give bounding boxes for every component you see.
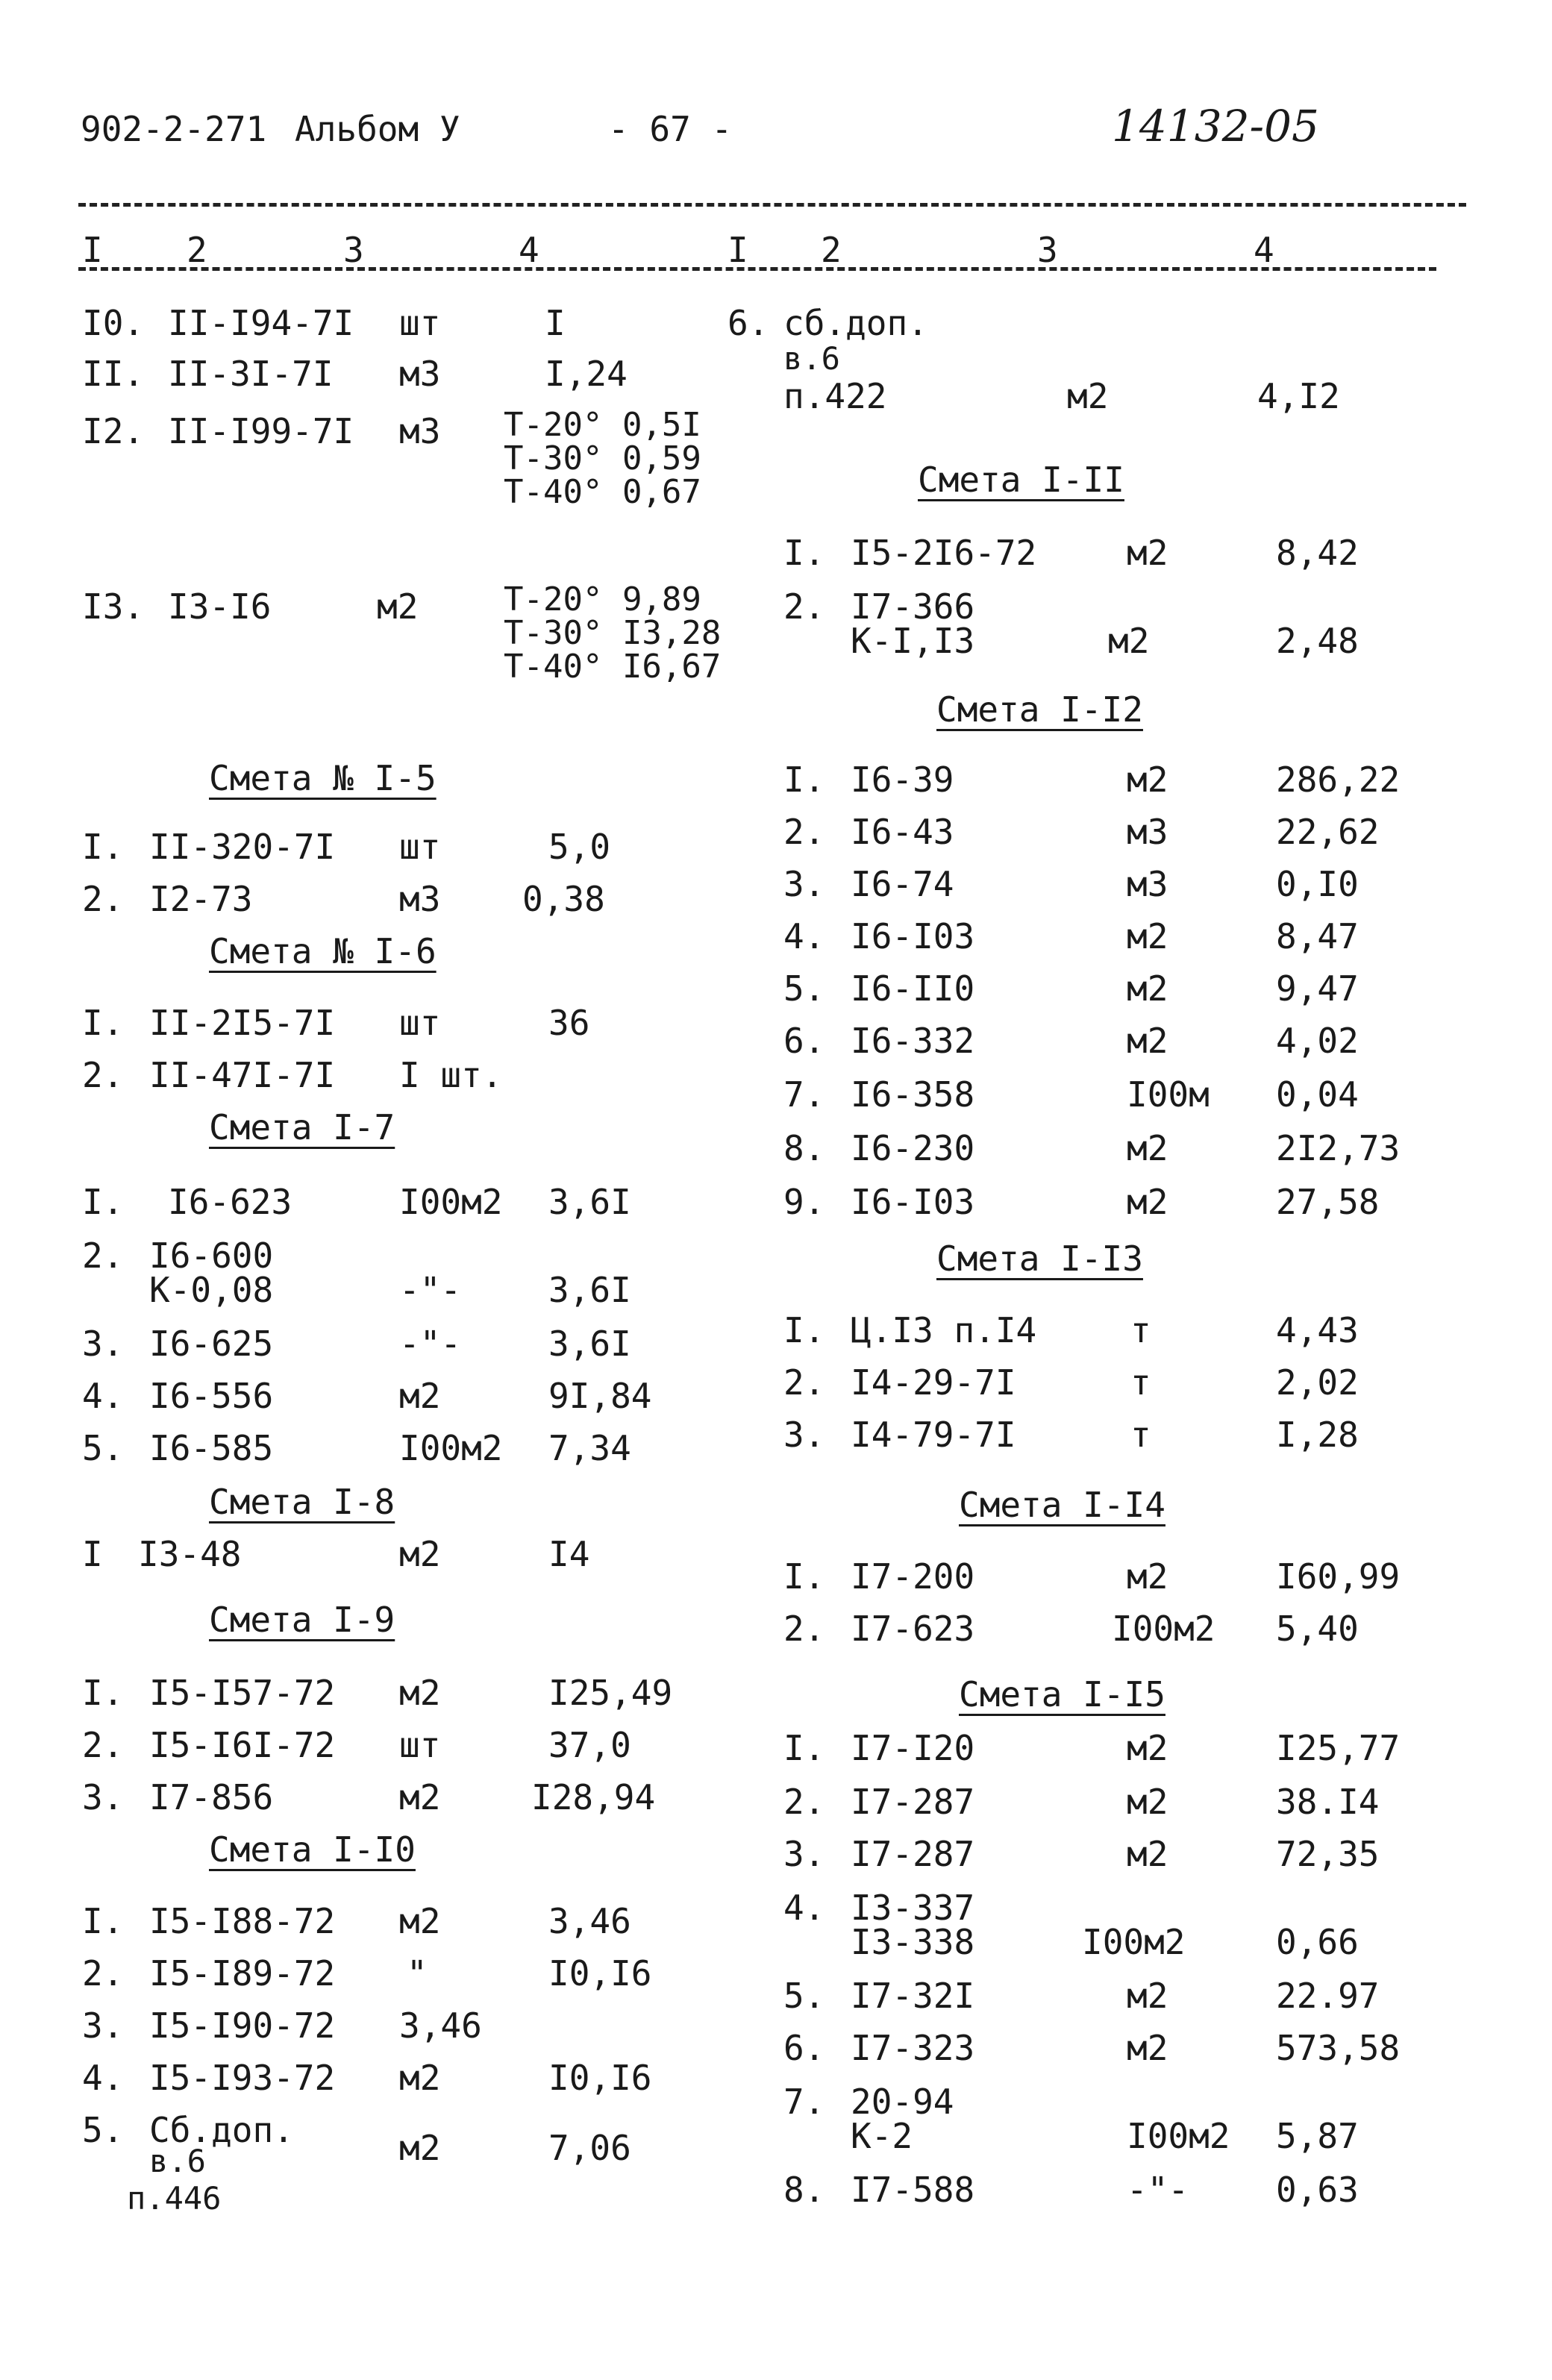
row-code: сб.доп. — [783, 303, 928, 343]
row-value: I4 — [548, 1534, 590, 1574]
row-code: I7-32I — [851, 1976, 975, 2016]
row-value: 0,63 — [1276, 2170, 1359, 2210]
section-title: Смета I-8 — [209, 1482, 395, 1522]
row-unit: м2 — [1127, 2028, 1168, 2068]
row-code: I5-I93-72 — [149, 2058, 336, 2098]
row-number: 2. — [82, 879, 124, 919]
page-number: - 67 - — [608, 109, 733, 149]
row-number: 8. — [783, 2170, 825, 2210]
row-value: 7,06 — [548, 2128, 631, 2168]
row-unit: м2 — [1127, 916, 1168, 956]
row-value: 7,34 — [548, 1428, 631, 1468]
row-value: 0,38 — [522, 879, 605, 919]
row-code: 20-94 — [851, 2082, 954, 2122]
row-code-sub: в.6 — [783, 340, 840, 377]
row-number: 5. — [82, 1428, 124, 1468]
row-unit: м2 — [1108, 621, 1150, 661]
row-value: I60,99 — [1276, 1556, 1401, 1597]
header-divider — [78, 203, 1466, 207]
row-code: I7-623 — [851, 1609, 975, 1649]
row-code: I6-II0 — [851, 968, 975, 1009]
col-header-5: I — [728, 230, 748, 270]
row-code-sub: п.446 — [127, 2180, 222, 2217]
row-unit: I00м2 — [1127, 2116, 1230, 2156]
row-unit: м2 — [1127, 1128, 1168, 1168]
row-value: 4,43 — [1276, 1310, 1359, 1350]
row-unit: I00м2 — [1082, 1922, 1186, 1962]
row-value: 22.97 — [1276, 1976, 1380, 2016]
row-number: 2. — [82, 1953, 124, 1994]
row-number: 5. — [783, 1976, 825, 2016]
row-value: 3,6I — [548, 1324, 631, 1364]
row-number: I. — [783, 1556, 825, 1597]
row-unit: м2 — [1127, 1728, 1168, 1768]
row-code: I7-366 — [851, 586, 975, 627]
row-unit: т — [1130, 1415, 1151, 1455]
handwritten-number: 14132-05 — [1112, 101, 1319, 151]
row-code: I6-I03 — [851, 1182, 975, 1222]
row-code: I5-I90-72 — [149, 2005, 336, 2046]
row-number: II. — [82, 354, 145, 394]
row-code-sub: п.422 — [783, 376, 887, 416]
row-number: I2. — [82, 411, 145, 451]
col-header-1: I — [82, 230, 103, 270]
row-number: 7. — [783, 1074, 825, 1115]
col-header-7: 3 — [1037, 230, 1058, 270]
row-code-sub: в.6 — [149, 2143, 206, 2179]
row-unit: м2 — [1067, 376, 1109, 416]
section-title: Смета № I-5 — [209, 758, 436, 798]
row-code: I5-I88-72 — [149, 1901, 336, 1941]
row-code-sub: К-0,08 — [149, 1270, 274, 1310]
row-code-sub: К-2 — [851, 2116, 913, 2156]
row-number: 6. — [783, 2028, 825, 2068]
row-code: I6-43 — [851, 812, 954, 852]
row-value: I0,I6 — [548, 1953, 652, 1994]
row-code: I6-332 — [851, 1021, 975, 1061]
row-code-sub: К-I,I3 — [851, 621, 975, 661]
row-unit: м2 — [1127, 1976, 1168, 2016]
row-value: 573,58 — [1276, 2028, 1401, 2068]
row-unit: м2 — [1127, 533, 1168, 573]
row-value: 9I,84 — [548, 1376, 652, 1416]
row-unit: м3 — [399, 411, 441, 451]
row-value: 37,0 — [548, 1725, 631, 1765]
row-unit: м2 — [1127, 1556, 1168, 1597]
row-number: I — [82, 1534, 103, 1574]
row-value: 2,02 — [1276, 1362, 1359, 1403]
row-value: 3,6I — [548, 1270, 631, 1310]
row-code: II-320-7I — [149, 827, 336, 867]
row-value: 5,40 — [1276, 1609, 1359, 1649]
row-unit: м2 — [399, 1376, 441, 1416]
row-value: 4,02 — [1276, 1021, 1359, 1061]
row-unit: м3 — [399, 879, 441, 919]
row-unit: шт — [399, 1725, 441, 1765]
row-code: I4-29-7I — [851, 1362, 1016, 1403]
row-code: I7-287 — [851, 1834, 975, 1874]
row-unit: I00м2 — [399, 1428, 503, 1468]
row-value: 3,46 — [548, 1901, 631, 1941]
temperature-line: Т-20° 9,89 — [504, 580, 701, 619]
row-number: 4. — [783, 1888, 825, 1928]
row-number: I. — [82, 1901, 124, 1941]
row-unit: м2 — [1127, 760, 1168, 800]
row-value: 5,0 — [548, 827, 611, 867]
row-code: I5-I57-72 — [149, 1673, 336, 1713]
row-code: I7-856 — [149, 1777, 274, 1817]
col-header-6: 2 — [821, 230, 842, 270]
row-number: I3. — [82, 586, 145, 627]
section-title: Смета I-I5 — [959, 1674, 1165, 1714]
row-value: I28,94 — [531, 1777, 656, 1817]
section-title: Смета I-9 — [209, 1600, 395, 1640]
row-number: 3. — [783, 1834, 825, 1874]
row-code: I7-200 — [851, 1556, 975, 1597]
row-value: 2,48 — [1276, 621, 1359, 661]
row-number: 6. — [783, 1021, 825, 1061]
row-unit: I шт. — [399, 1055, 503, 1095]
row-code: I6-39 — [851, 760, 954, 800]
album-label: Альбом У — [295, 109, 460, 149]
row-value: 4,I2 — [1257, 376, 1340, 416]
row-number: I. — [783, 1310, 825, 1350]
section-title: Смета I-II — [918, 460, 1124, 500]
row-code: I5-I6I-72 — [149, 1725, 336, 1765]
col-header-8: 4 — [1254, 230, 1274, 270]
row-code: I6-74 — [851, 864, 954, 904]
row-code: I6-556 — [149, 1376, 274, 1416]
row-value: 36 — [548, 1003, 590, 1043]
row-number: 2. — [82, 1725, 124, 1765]
row-value: 72,35 — [1276, 1834, 1380, 1874]
row-value: 0,04 — [1276, 1074, 1359, 1115]
row-value: I25,49 — [548, 1673, 673, 1713]
row-number: I. — [82, 827, 124, 867]
row-value: 8,47 — [1276, 916, 1359, 956]
row-value: 8,42 — [1276, 533, 1359, 573]
row-unit: -"- — [1127, 2170, 1189, 2210]
row-number: 4. — [82, 2058, 124, 2098]
row-number: 2. — [82, 1055, 124, 1095]
row-value: 38.I4 — [1276, 1782, 1380, 1822]
row-code: Ц.I3 п.I4 — [851, 1310, 1037, 1350]
row-unit: I00м2 — [399, 1182, 503, 1222]
row-number: 6. — [728, 303, 769, 343]
row-code: II-47I-7I — [149, 1055, 336, 1095]
temperature-line: Т-40° 0,67 — [504, 473, 701, 511]
row-code: I6-600 — [149, 1236, 274, 1276]
row-unit: м2 — [1127, 1782, 1168, 1822]
row-code: I5-2I6-72 — [851, 533, 1037, 573]
temperature-line: Т-30° I3,28 — [504, 614, 722, 652]
row-unit: м2 — [1127, 1021, 1168, 1061]
row-number: 3. — [82, 1777, 124, 1817]
row-number: 2. — [783, 1782, 825, 1822]
row-value: 0,I0 — [1276, 864, 1359, 904]
row-unit: м3 — [1127, 864, 1168, 904]
col-header-4: 4 — [519, 230, 539, 270]
row-unit: м2 — [399, 1673, 441, 1713]
col-header-3: 3 — [343, 230, 364, 270]
row-unit: шт — [399, 827, 441, 867]
row-value: 9,47 — [1276, 968, 1359, 1009]
row-number: I. — [783, 1728, 825, 1768]
row-number: 2. — [783, 1609, 825, 1649]
row-number: I0. — [82, 303, 145, 343]
row-value: 22,62 — [1276, 812, 1380, 852]
row-unit: т — [1130, 1310, 1151, 1350]
row-number: 9. — [783, 1182, 825, 1222]
row-code: I6-625 — [149, 1324, 274, 1364]
row-number: 4. — [82, 1376, 124, 1416]
row-number: 3. — [783, 864, 825, 904]
row-number: 2. — [783, 586, 825, 627]
row-value: I — [545, 303, 566, 343]
temperature-line: Т-40° I6,67 — [504, 648, 722, 686]
row-unit: м3 — [1127, 812, 1168, 852]
section-title: Смета I-I4 — [959, 1485, 1165, 1525]
row-number: I. — [82, 1182, 124, 1222]
row-unit: м2 — [1127, 1834, 1168, 1874]
row-value: 27,58 — [1276, 1182, 1380, 1222]
row-unit: -"- — [399, 1270, 462, 1310]
row-code: I3-I6 — [168, 586, 272, 627]
row-unit: т — [1130, 1362, 1151, 1403]
row-number: 3. — [82, 2005, 124, 2046]
row-code: I6-358 — [851, 1074, 975, 1115]
row-code: I6-585 — [149, 1428, 274, 1468]
row-unit: шт — [399, 1003, 441, 1043]
row-number: 2. — [783, 1362, 825, 1403]
row-value: I0,I6 — [548, 2058, 652, 2098]
row-unit: " — [407, 1953, 428, 1994]
row-unit: 3,46 — [399, 2005, 482, 2046]
column-header-underline — [78, 267, 1436, 271]
row-number: 5. — [783, 968, 825, 1009]
row-code: II-3I-7I — [168, 354, 334, 394]
row-unit: м2 — [399, 1534, 441, 1574]
row-number: 3. — [82, 1324, 124, 1364]
row-value: I,28 — [1276, 1415, 1359, 1455]
row-value: 3,6I — [548, 1182, 631, 1222]
row-number: 2. — [82, 1236, 124, 1276]
row-code: I7-588 — [851, 2170, 975, 2210]
doc-code: 902-2-271 — [81, 109, 267, 149]
row-number: 4. — [783, 916, 825, 956]
row-unit: м2 — [399, 1777, 441, 1817]
row-code: I7-323 — [851, 2028, 975, 2068]
row-number: I. — [783, 760, 825, 800]
row-code: I2-73 — [149, 879, 253, 919]
row-code: I6-623 — [168, 1182, 292, 1222]
row-value: 2I2,73 — [1276, 1128, 1401, 1168]
row-code: I3-48 — [138, 1534, 242, 1574]
row-unit: м2 — [377, 586, 419, 627]
row-number: I. — [82, 1003, 124, 1043]
temperature-line: Т-20° 0,5I — [504, 406, 701, 444]
row-unit: -"- — [399, 1324, 462, 1364]
section-title: Смета № I-6 — [209, 931, 436, 971]
temperature-line: Т-30° 0,59 — [504, 439, 701, 477]
row-value: I,24 — [545, 354, 628, 394]
row-code-sub: I3-338 — [851, 1922, 975, 1962]
row-code: I7-I20 — [851, 1728, 975, 1768]
section-title: Смета I-I0 — [209, 1829, 416, 1870]
row-number: 5. — [82, 2110, 124, 2150]
section-title: Смета I-I3 — [936, 1238, 1143, 1279]
section-title: Смета I-7 — [209, 1107, 395, 1147]
row-code: II-I94-7I — [168, 303, 354, 343]
row-code: I4-79-7I — [851, 1415, 1016, 1455]
row-number: 2. — [783, 812, 825, 852]
row-unit: м3 — [399, 354, 441, 394]
row-code: I5-I89-72 — [149, 1953, 336, 1994]
row-unit: м2 — [1127, 1182, 1168, 1222]
row-unit: м2 — [399, 2058, 441, 2098]
row-number: 7. — [783, 2082, 825, 2122]
row-unit: м2 — [399, 2128, 441, 2168]
row-code: II-2I5-7I — [149, 1003, 336, 1043]
section-title: Смета I-I2 — [936, 689, 1143, 730]
row-value: 5,87 — [1276, 2116, 1359, 2156]
row-number: I. — [82, 1673, 124, 1713]
row-value: I25,77 — [1276, 1728, 1401, 1768]
row-code: I6-230 — [851, 1128, 975, 1168]
row-value: 286,22 — [1276, 760, 1401, 800]
row-code: I3-337 — [851, 1888, 975, 1928]
col-header-2: 2 — [187, 230, 207, 270]
row-value: 0,66 — [1276, 1922, 1359, 1962]
row-unit: I00м — [1127, 1074, 1210, 1115]
row-code: Сб.доп. — [149, 2110, 294, 2150]
row-code: I6-I03 — [851, 916, 975, 956]
row-code: I7-287 — [851, 1782, 975, 1822]
row-unit: I00м2 — [1112, 1609, 1215, 1649]
row-unit: м2 — [1127, 968, 1168, 1009]
row-code: II-I99-7I — [168, 411, 354, 451]
row-number: 8. — [783, 1128, 825, 1168]
row-unit: м2 — [399, 1901, 441, 1941]
row-number: 3. — [783, 1415, 825, 1455]
row-number: I. — [783, 533, 825, 573]
row-unit: шт — [399, 303, 441, 343]
